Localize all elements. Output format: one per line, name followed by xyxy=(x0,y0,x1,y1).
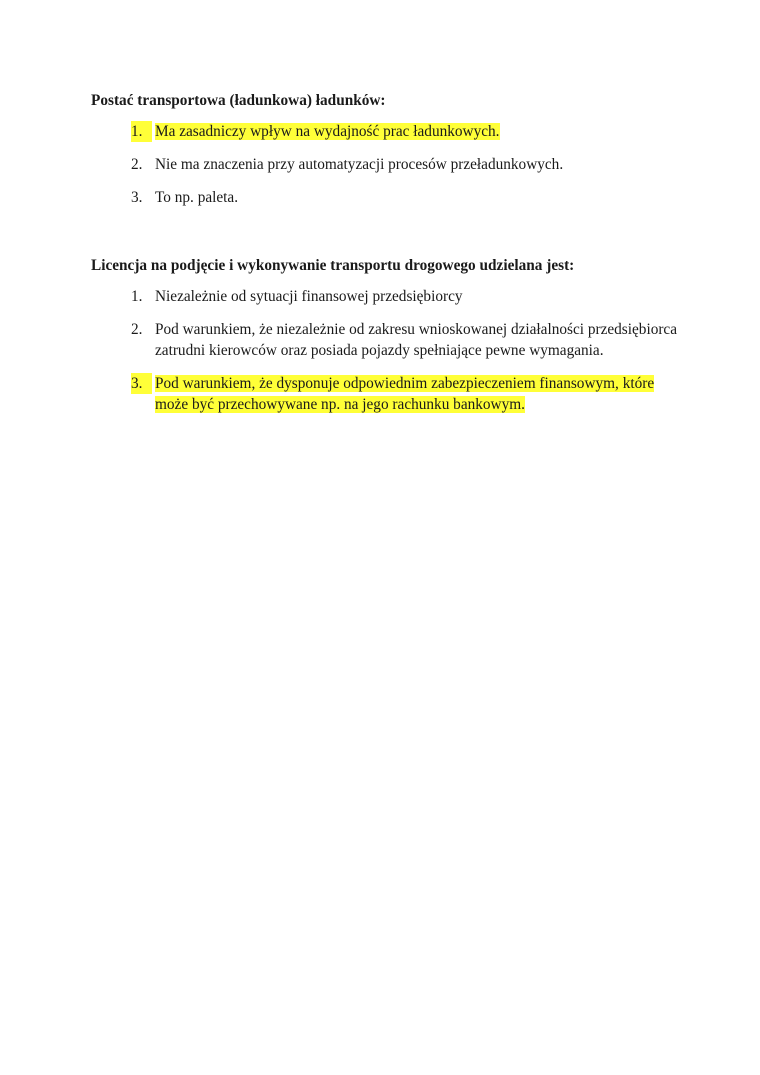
answer-item xyxy=(91,187,691,208)
answer-number: 3. xyxy=(131,373,152,394)
question-1 xyxy=(91,91,691,220)
answer-number: 3. xyxy=(131,189,143,206)
answer-text: Pod warunkiem, że dysponuje odpowiednim zabezpieczeniem finansowym, które może być przechowywane np. na jego rachunku bankowym. xyxy=(155,375,655,413)
answer-number: 2. xyxy=(131,321,143,338)
answer-item xyxy=(91,286,691,307)
answer-item-correct xyxy=(91,373,691,415)
answer-number: 1. xyxy=(131,121,152,142)
answer-text: Ma zasadniczy wpływ na wydajność prac ładunkowych. xyxy=(155,123,500,140)
answer-list xyxy=(91,121,691,208)
question-title: Postać transportowa (ładunkowa) ładunków: xyxy=(91,92,386,109)
answer-item xyxy=(91,319,691,361)
answer-list xyxy=(91,286,691,415)
question-2 xyxy=(91,256,691,427)
answer-text: To np. paleta. xyxy=(155,189,239,206)
answer-number: 1. xyxy=(131,288,143,305)
answer-item xyxy=(91,154,691,175)
answer-item-correct xyxy=(91,121,691,142)
answer-text: Niezależnie od sytuacji finansowej przedsiębiorcy xyxy=(155,288,463,305)
answer-text: Pod warunkiem, że niezależnie od zakresu wnioskowanej działalności przedsiębiorca zatrudni kierowców oraz posiada pojazdy spełniające pewne wymagania. xyxy=(155,321,678,359)
question-title: Licencja na podjęcie i wykonywanie transportu drogowego udzielana jest: xyxy=(91,257,575,274)
answer-text: Nie ma znaczenia przy automatyzacji procesów przeładunkowych. xyxy=(155,156,564,173)
answer-number: 2. xyxy=(131,156,143,173)
